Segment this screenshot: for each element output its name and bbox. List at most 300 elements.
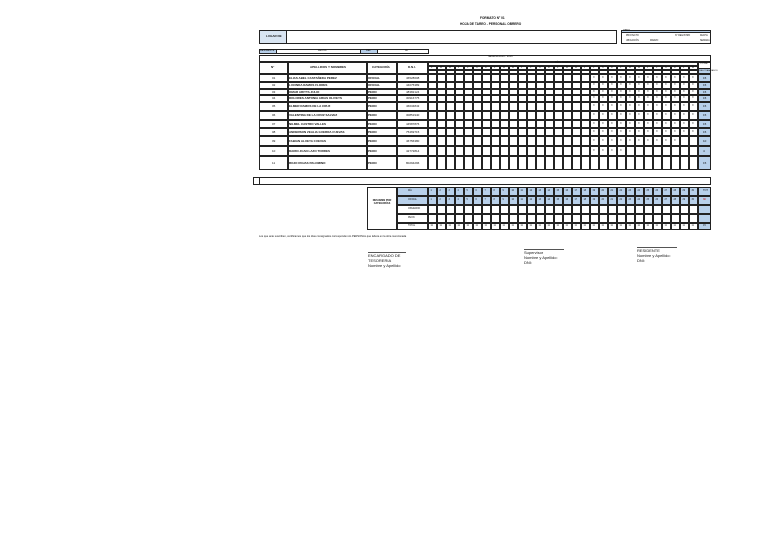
attendance-cell — [455, 136, 464, 146]
attendance-mark: X — [656, 89, 658, 93]
worker-name: VALENTINA DE LA CRUZ SALVEZ — [289, 113, 338, 117]
attendance-cell — [572, 120, 581, 128]
summary-cell — [581, 214, 590, 223]
attendance-mark: X — [647, 138, 649, 142]
col-total-sub-label: DÍAS TRABAJADOS — [699, 70, 718, 72]
attendance-cell — [455, 82, 464, 89]
worker-total: 4 — [703, 148, 705, 153]
attendance-mark: X — [647, 96, 649, 99]
attendance-cell — [500, 74, 509, 82]
attendance-cell — [545, 146, 554, 156]
attendance-cell — [509, 95, 518, 102]
attendance-cell — [527, 146, 536, 156]
worker-name: ANDERSON ZEALIA GUERRA CUEVAS — [289, 129, 345, 134]
summary-value: 11 — [565, 225, 568, 227]
attendance-cell — [545, 95, 554, 102]
col-name-label: APELLIDOS Y NOMBRES — [310, 65, 347, 69]
worker-category: OFICIAL — [368, 75, 380, 80]
summary-cell — [680, 214, 689, 223]
summary-value: 15 — [556, 199, 560, 201]
summary-row-label: OFICIAL — [408, 199, 417, 201]
summary-cell — [608, 214, 617, 223]
summary-cell — [464, 187, 473, 196]
attendance-mark: X — [602, 129, 604, 133]
attendance-mark: X — [674, 83, 676, 86]
attendance-cell — [545, 156, 554, 170]
attendance-mark: X — [593, 129, 595, 133]
attendance-cell — [518, 95, 527, 102]
attendance-cell — [509, 102, 518, 111]
attendance-cell — [518, 74, 527, 82]
summary-cell — [554, 214, 563, 223]
worker-name: LUCINDA RAMOS FLORES — [289, 83, 328, 87]
worker-total: 15 — [703, 75, 707, 80]
attendance-cell — [428, 102, 437, 111]
row-number: 03 — [272, 89, 276, 94]
summary-value: 11 — [628, 225, 631, 227]
attendance-cell — [473, 111, 482, 120]
worker-category: OFICIAL — [368, 83, 380, 87]
attendance-cell — [455, 95, 464, 102]
attendance-mark: X — [620, 121, 622, 125]
attendance-mark: X — [683, 104, 685, 107]
worker-name: OMAR ARIYTA JULIO — [289, 89, 320, 94]
attendance-cell — [473, 136, 482, 146]
attendance-cell — [437, 74, 446, 82]
summary-cell — [554, 205, 563, 214]
summary-value: 11 — [664, 225, 667, 227]
row-number: 02 — [272, 83, 276, 87]
attendance-mark: X — [620, 96, 622, 99]
summary-cell — [500, 196, 509, 205]
summary-value: 1 — [430, 199, 432, 201]
worker-total: 10 — [703, 138, 707, 143]
day-letter: S — [476, 66, 478, 69]
summary-value: 13 — [538, 190, 542, 192]
attendance-cell — [581, 111, 590, 120]
attendance-cell — [626, 146, 635, 156]
attendance-cell — [428, 82, 437, 89]
attendance-cell — [482, 156, 491, 170]
summary-value: 18 — [583, 190, 587, 192]
row-number: 10 — [272, 148, 276, 153]
summary-cell — [653, 214, 662, 223]
worker-total: 15 — [703, 113, 707, 117]
row-number: 06 — [272, 113, 276, 117]
attendance-cell — [455, 146, 464, 156]
attendance-cell — [428, 128, 437, 136]
attendance-cell — [446, 95, 455, 102]
signature-role: ENCARGADO DE — [368, 253, 401, 258]
attendance-cell — [563, 74, 572, 82]
attendance-cell — [446, 111, 455, 120]
summary-cell — [599, 205, 608, 214]
summary-cell — [482, 187, 491, 196]
summary-value: 29 — [682, 190, 686, 192]
summary-value: 12 — [529, 199, 533, 201]
attendance-mark: X — [656, 104, 658, 107]
attendance-cell — [482, 111, 491, 120]
attendance-cell — [527, 82, 536, 89]
attendance-cell — [428, 136, 437, 146]
summary-cell — [617, 214, 626, 223]
summary-label: RESUMEN POR CATEGORÍAS — [372, 199, 392, 205]
info-fecha: FECHA — [700, 35, 708, 37]
summary-value: 27 — [664, 199, 668, 201]
attendance-cell — [581, 146, 590, 156]
summary-cell — [635, 205, 644, 214]
summary-cell — [455, 196, 464, 205]
attendance-mark: X — [665, 83, 667, 86]
attendance-mark: X — [629, 83, 631, 86]
attendance-cell — [491, 146, 500, 156]
summary-value: 11 — [430, 225, 433, 227]
summary-total-cell — [698, 214, 711, 223]
info-ubicacion: UBICACIÓN — [626, 40, 639, 42]
attendance-cell — [437, 111, 446, 120]
summary-value: 13 — [538, 199, 542, 201]
worker-total: 15 — [703, 89, 707, 94]
attendance-mark: X — [683, 83, 685, 86]
attendance-mark: X — [611, 148, 613, 152]
attendance-mark: X — [611, 113, 613, 116]
summary-cell — [437, 205, 446, 214]
attendance-mark: X — [692, 83, 694, 86]
summary-label-cell — [367, 187, 397, 230]
attendance-cell — [635, 156, 644, 170]
day-letter: V — [593, 66, 595, 69]
attendance-cell — [428, 111, 437, 120]
residente-label: RESIDENTE — [260, 49, 275, 52]
lugar-label: LUGAR DE — [266, 34, 282, 38]
attendance-cell — [518, 111, 527, 120]
summary-value: 26 — [655, 190, 659, 192]
attendance-cell — [518, 156, 527, 170]
attendance-mark: X — [683, 129, 685, 133]
attendance-mark: X — [620, 138, 622, 142]
signature-residente — [637, 247, 677, 263]
attendance-mark: X — [656, 75, 658, 79]
attendance-cell — [680, 146, 689, 156]
summary-cell — [509, 214, 518, 223]
summary-cell — [500, 214, 509, 223]
summary-cell — [482, 196, 491, 205]
attendance-cell — [482, 120, 491, 128]
summary-row-label: OPERARIO — [408, 208, 421, 210]
attendance-cell — [527, 102, 536, 111]
attendance-cell — [554, 111, 563, 120]
attendance-cell — [545, 82, 554, 89]
attendance-mark: X — [602, 104, 604, 107]
attendance-cell — [635, 146, 644, 156]
attendance-mark: X — [647, 121, 649, 125]
attendance-cell — [536, 95, 545, 102]
summary-cell — [563, 205, 572, 214]
attendance-mark: X — [611, 89, 613, 93]
attendance-cell — [527, 136, 536, 146]
attendance-mark: X — [656, 138, 658, 142]
attendance-cell — [437, 128, 446, 136]
attendance-mark: X — [683, 121, 685, 125]
day-letter: V — [530, 66, 532, 69]
attendance-mark: X — [647, 104, 649, 107]
summary-value: 16 — [565, 199, 569, 201]
worker-category: PEON — [368, 138, 377, 143]
summary-cell — [653, 205, 662, 214]
attendance-cell — [545, 136, 554, 146]
worker-total: 15 — [703, 104, 707, 108]
attendance-cell — [437, 136, 446, 146]
attendance-cell — [500, 95, 509, 102]
summary-cell — [563, 214, 572, 223]
summary-value: 11 — [520, 225, 523, 227]
summary-cell — [455, 205, 464, 214]
day-letter: J — [521, 66, 523, 69]
summary-value: 11 — [520, 199, 523, 201]
summary-value: 3 — [448, 199, 450, 201]
summary-cell — [518, 205, 527, 214]
attendance-cell — [428, 146, 437, 156]
attendance-cell — [491, 102, 500, 111]
summary-cell — [509, 205, 518, 214]
signature-name: Nombre y Apellido — [368, 263, 401, 268]
attendance-cell — [473, 156, 482, 170]
attendance-mark: X — [656, 96, 658, 99]
worker-total: 15 — [703, 160, 707, 165]
day-letter: M — [449, 66, 451, 69]
attendance-cell — [563, 111, 572, 120]
day-letter: D — [674, 66, 676, 69]
attendance-mark: X — [665, 104, 667, 107]
attendance-mark: X — [638, 75, 640, 79]
day-letter: L — [683, 66, 685, 69]
format-number: FORMATO N° 01 — [480, 16, 505, 20]
worker-name: ROJO ROJAS PALOMINO — [289, 160, 326, 165]
attendance-cell — [581, 156, 590, 170]
attendance-mark: X — [620, 104, 622, 107]
attendance-cell — [689, 156, 698, 170]
attendance-mark: X — [593, 148, 595, 152]
attendance-cell — [473, 95, 482, 102]
summary-value: 29 — [682, 199, 686, 201]
attendance-cell — [455, 156, 464, 170]
attendance-cell — [464, 128, 473, 136]
summary-value: 11 — [466, 225, 469, 227]
attendance-mark: X — [665, 113, 667, 116]
attendance-mark: X — [620, 83, 622, 86]
summary-value: 23 — [628, 190, 632, 192]
attendance-mark: X — [683, 89, 685, 93]
document-title: HOJA DE TAREO - PERSONAL OBRERO — [460, 22, 522, 26]
attendance-cell — [455, 102, 464, 111]
signature-role2: TESORERIA — [368, 258, 392, 263]
summary-value: 30 — [691, 199, 695, 201]
summary-cell — [482, 214, 491, 223]
signature-role2: Nombre y Apellido: — [524, 255, 558, 260]
attendance-cell — [518, 128, 527, 136]
summary-cell — [491, 205, 500, 214]
summary-value: 21 — [610, 190, 614, 192]
attendance-cell — [473, 120, 482, 128]
day-letter: M — [575, 66, 577, 69]
attendance-mark: X — [674, 138, 676, 142]
attendance-cell — [572, 146, 581, 156]
attendance-mark: X — [593, 83, 595, 86]
attendance-mark: X — [647, 75, 649, 79]
worker-name: ELIAS ABEL CASTAÑEDA PEREZ — [289, 75, 337, 80]
summary-value: 11 — [529, 225, 532, 227]
attendance-cell — [536, 82, 545, 89]
attendance-cell — [500, 111, 509, 120]
attendance-cell — [536, 120, 545, 128]
summary-row-label: PEON — [408, 217, 415, 219]
summary-value: 7 — [484, 199, 486, 201]
summary-value: 11 — [439, 225, 442, 227]
attendance-cell — [491, 95, 500, 102]
summary-cell — [626, 205, 635, 214]
attendance-cell — [437, 82, 446, 89]
attendance-cell — [491, 136, 500, 146]
worker-dni: 48382124 — [406, 89, 420, 94]
summary-cell — [446, 205, 455, 214]
attendance-cell — [653, 156, 662, 170]
day-letter: M — [512, 66, 514, 69]
attendance-cell — [491, 120, 500, 128]
summary-cell — [518, 214, 527, 223]
summary-value: 11 — [448, 225, 451, 227]
summary-cell — [671, 214, 680, 223]
summary-value: 2 — [439, 199, 441, 201]
attendance-cell — [509, 136, 518, 146]
attendance-cell — [563, 120, 572, 128]
attendance-cell — [581, 120, 590, 128]
attendance-cell — [473, 74, 482, 82]
attendance-cell — [455, 120, 464, 128]
attendance-cell — [527, 120, 536, 128]
signature-name: DNI: — [524, 260, 532, 265]
worker-total: 15 — [703, 96, 707, 100]
attendance-mark: X — [674, 104, 676, 107]
summary-value: 11 — [538, 225, 541, 227]
attendance-cell — [428, 120, 437, 128]
info-semana: SEMANA — [700, 40, 710, 42]
summary-value: 11 — [637, 225, 640, 227]
attendance-mark: X — [620, 75, 622, 79]
summary-total: 15 — [703, 224, 706, 227]
attendance-cell — [482, 128, 491, 136]
summary-value: 22 — [619, 199, 623, 201]
summary-value: 21 — [610, 199, 614, 201]
attendance-cell — [563, 156, 572, 170]
summary-row-label: DÍA — [408, 190, 412, 192]
attendance-mark: X — [620, 113, 622, 116]
attendance-mark: X — [629, 96, 631, 99]
attendance-cell — [572, 74, 581, 82]
attendance-mark: X — [629, 104, 631, 107]
col-total-label: TOTAL — [700, 62, 708, 65]
attendance-mark: X — [683, 96, 685, 99]
summary-cell — [500, 187, 509, 196]
summary-total: TOT — [703, 189, 708, 192]
attendance-cell — [509, 111, 518, 120]
attendance-mark: X — [656, 129, 658, 133]
attendance-cell — [554, 136, 563, 146]
summary-value: 11 — [601, 225, 604, 227]
worker-total: 15 — [703, 121, 707, 126]
summary-row-label-cell — [397, 187, 428, 196]
attendance-mark: X — [692, 75, 694, 79]
fecha-label: FECHA — [318, 49, 327, 52]
summary-value: 1 — [430, 190, 432, 192]
attendance-cell — [464, 74, 473, 82]
attendance-mark: X — [602, 89, 604, 93]
attendance-cell — [482, 74, 491, 82]
day-letter: L — [620, 66, 622, 69]
attendance-mark: X — [638, 96, 640, 99]
attendance-cell — [446, 146, 455, 156]
attendance-mark: X — [665, 138, 667, 142]
worker-category: PEON — [368, 129, 377, 134]
summary-cell — [473, 205, 482, 214]
attendance-cell — [527, 95, 536, 102]
attendance-cell — [545, 111, 554, 120]
attendance-cell — [626, 156, 635, 170]
attendance-cell — [482, 146, 491, 156]
attendance-cell — [482, 82, 491, 89]
summary-value: 2 — [439, 190, 441, 192]
attendance-mark: X — [656, 83, 658, 86]
attendance-cell — [572, 95, 581, 102]
attendance-mark: X — [656, 113, 658, 116]
attendance-mark: X — [611, 96, 613, 99]
attendance-cell — [509, 120, 518, 128]
attendance-mark: X — [620, 129, 622, 133]
summary-cell — [437, 196, 446, 205]
day-letter: J — [647, 66, 649, 69]
day-letter: D — [485, 66, 487, 69]
attendance-cell — [536, 74, 545, 82]
worker-dni: 30851940 — [406, 113, 420, 117]
summary-cell — [446, 196, 455, 205]
attendance-mark: X — [638, 129, 640, 133]
attendance-mark: X — [656, 121, 658, 125]
summary-value: 11 — [457, 225, 460, 227]
attendance-mark: X — [593, 121, 595, 125]
attendance-cell — [482, 136, 491, 146]
worker-dni: 46634843 — [406, 104, 420, 108]
summary-cell — [662, 214, 671, 223]
attendance-cell — [437, 146, 446, 156]
summary-cell — [491, 196, 500, 205]
summary-value: 8 — [493, 190, 495, 192]
attendance-cell — [563, 102, 572, 111]
attendance-cell — [491, 156, 500, 170]
summary-cell — [662, 205, 671, 214]
attendance-cell — [590, 156, 599, 170]
attendance-cell — [545, 120, 554, 128]
attendance-cell — [554, 95, 563, 102]
attendance-cell — [446, 82, 455, 89]
attendance-mark: X — [629, 89, 631, 93]
attendance-cell — [446, 136, 455, 146]
attendance-mark: X — [593, 96, 595, 99]
attendance-cell — [581, 95, 590, 102]
signature-supervisor — [524, 249, 564, 265]
worker-name: NILMEL CASTRO VALLES — [289, 121, 327, 126]
attendance-cell — [473, 128, 482, 136]
al-label: AL — [405, 49, 409, 52]
attendance-cell — [464, 111, 473, 120]
